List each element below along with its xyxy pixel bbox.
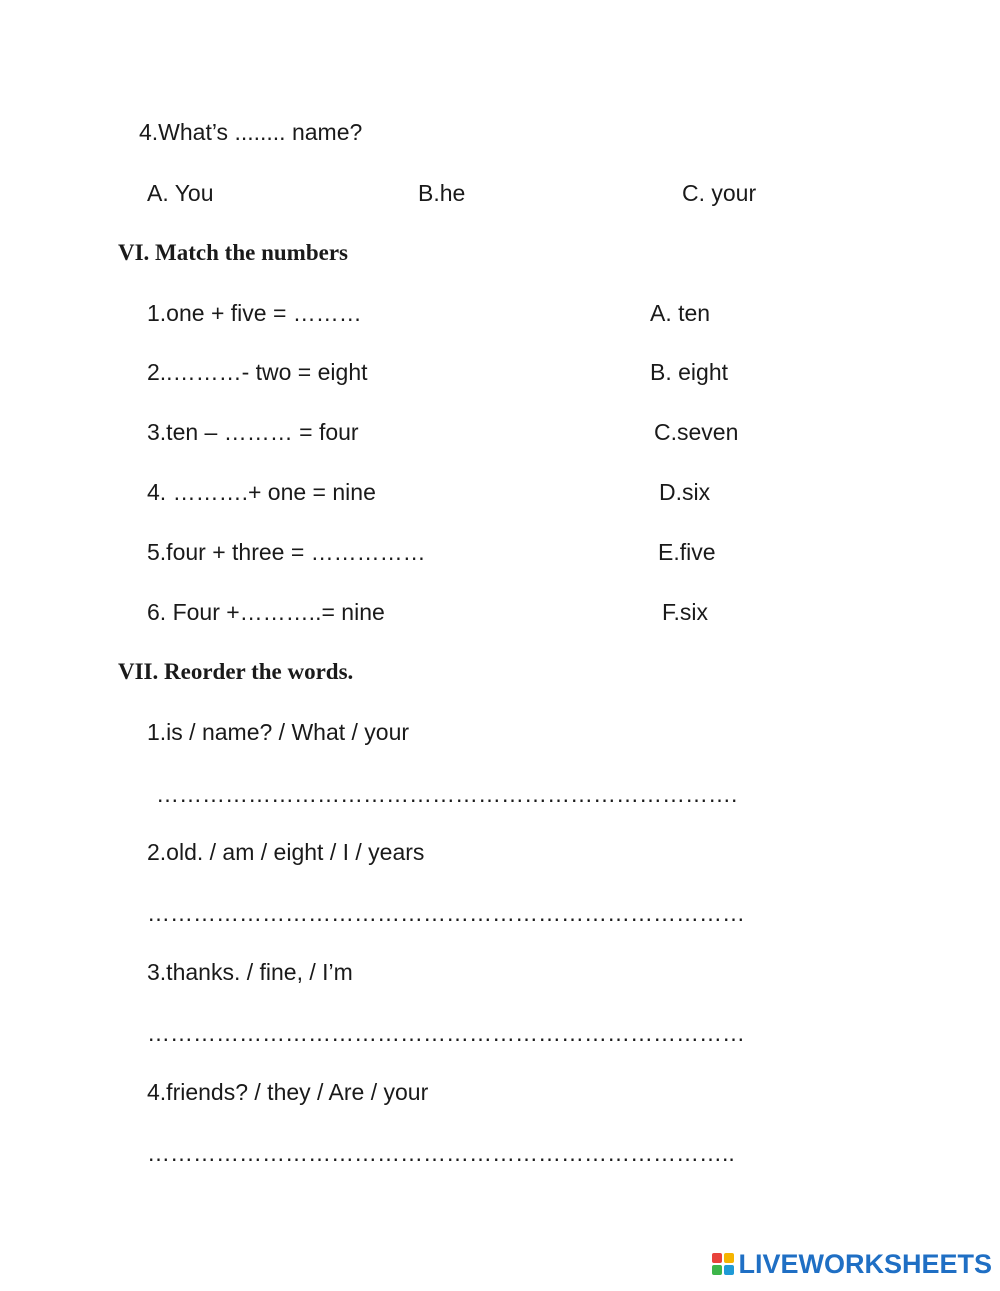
section-6-heading: VI. Match the numbers <box>118 240 348 265</box>
reorder-3-prompt: 3.thanks. / fine, / I’m <box>147 959 353 985</box>
section-7-heading: VII. Reorder the words. <box>118 659 354 684</box>
question-4-option-a: A. You <box>147 180 214 206</box>
match-right-e: E.five <box>658 539 716 565</box>
reorder-3-answer-line[interactable]: …………………………………………………………………… <box>147 1020 745 1046</box>
reorder-2-answer-line[interactable]: …………………………………………………………………… <box>147 900 745 926</box>
match-right-d: D.six <box>659 479 711 505</box>
reorder-4-answer-line[interactable]: ………………………………………………………………….. <box>147 1140 735 1166</box>
question-4-prompt: 4.What’s ........ name? <box>139 119 363 145</box>
match-left-6: 6. Four +………..= nine <box>147 599 385 625</box>
logo-blocks-icon <box>712 1253 734 1275</box>
reorder-1-answer-line[interactable]: …………………………………………………………………. <box>156 781 738 807</box>
question-4-option-b: B.he <box>418 180 466 206</box>
match-right-b: B. eight <box>650 359 728 385</box>
match-left-1: 1.one + five = ……… <box>147 300 362 326</box>
reorder-2-prompt: 2.old. / am / eight / I / years <box>147 839 425 865</box>
match-left-2: 2..………- two = eight <box>147 359 368 385</box>
match-right-f: F.six <box>662 599 708 625</box>
match-left-5: 5.four + three = …………… <box>147 539 426 565</box>
liveworksheets-logo <box>712 1247 992 1281</box>
reorder-4-prompt: 4.friends? / they / Are / your <box>147 1079 429 1105</box>
match-left-3: 3.ten – ……… = four <box>147 419 359 445</box>
match-left-4: 4. ……….+ one = nine <box>147 479 376 505</box>
match-right-c: C.seven <box>654 419 739 445</box>
logo-text: LIVEWORKSHEETS <box>738 1248 992 1279</box>
match-right-a: A. ten <box>650 300 711 326</box>
reorder-1-prompt: 1.is / name? / What / your <box>147 719 410 745</box>
question-4-option-c: C. your <box>682 180 757 206</box>
